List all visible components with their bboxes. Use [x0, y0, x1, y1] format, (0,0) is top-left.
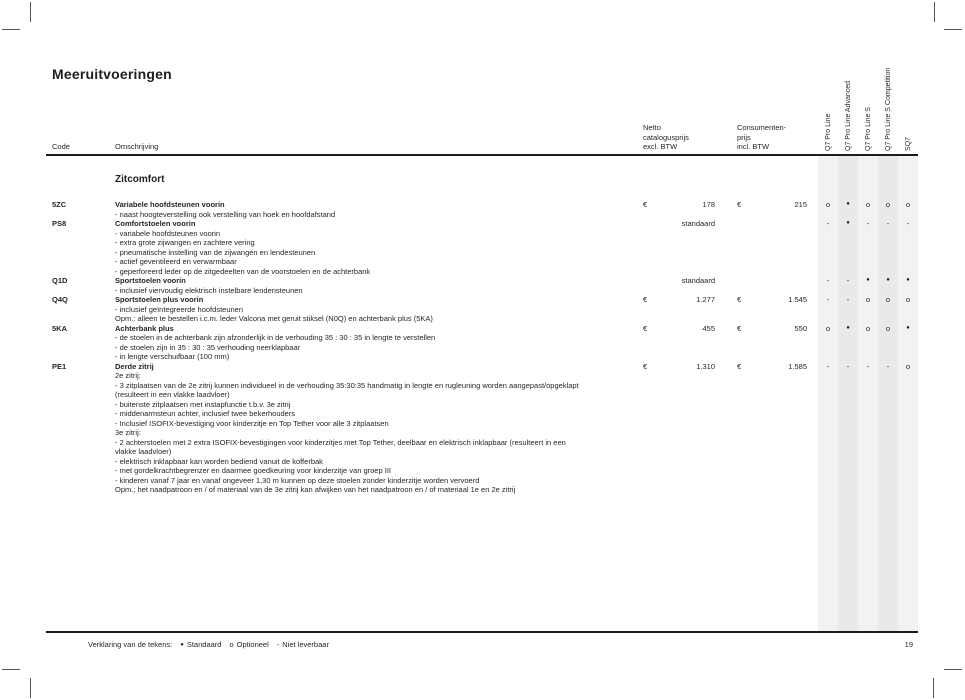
- column-header-model: Q7 Pro Line S Competition: [884, 67, 892, 151]
- option-detail-line: - middenarmsteun achter, inclusief twee bekerhouders: [115, 409, 296, 418]
- net-price-standard: [643, 276, 715, 286]
- page-title: Meeruitvoeringen: [52, 66, 172, 82]
- optional-circle-icon: o: [229, 640, 234, 649]
- standard-dot-icon: ●: [180, 642, 184, 648]
- availability-mark: o: [825, 323, 831, 333]
- legend-item-standard: [180, 640, 221, 650]
- net-price-amount: 1.277: [696, 295, 715, 304]
- column-header-net-price-line: excl. BTW: [643, 142, 678, 151]
- option-detail-line: - geperforeerd leder op de zitgedeelten van de voorstoelen en de achterbank: [115, 266, 371, 276]
- option-code: PE1: [52, 361, 67, 371]
- consumer-price-amount: 1.585: [788, 361, 807, 371]
- availability-marks: [818, 295, 918, 305]
- availability-mark: -: [826, 361, 830, 371]
- consumer-price: [737, 295, 807, 305]
- availability-mark: -: [866, 361, 870, 371]
- availability-mark: -: [846, 361, 850, 371]
- table-row: [0, 200, 965, 219]
- option-title: Sportstoelen plus voorin: [115, 295, 204, 304]
- page-number: 19: [904, 640, 913, 649]
- crop-mark: [30, 678, 31, 698]
- consumer-price: [737, 362, 807, 372]
- legend-item-text: Niet leverbaar: [282, 640, 329, 649]
- option-code: 5ZC: [52, 200, 67, 209]
- availability-marks: [818, 362, 918, 372]
- column-header-consumer-price-line: incl. BTW: [737, 142, 770, 151]
- option-detail-line: - kinderen vanaf 7 jaar en vanaf ongeveer 1,30 m kunnen op deze stoelen zonder kinderzitje worden vervoerd: [115, 475, 480, 485]
- option-detail-line: - inclusief geïntegreerde hoofdsteunen: [115, 304, 244, 314]
- section-title: Zitcomfort: [115, 174, 165, 185]
- availability-mark: ●: [846, 220, 850, 226]
- option-detail-line: vlakke laadvloer): [115, 447, 172, 456]
- option-title: Derde zitrij: [115, 361, 154, 371]
- option-detail-line: - buitenste zitplaatsen met instapfunctie t.b.v. 3e zitrij: [115, 399, 291, 409]
- consumer-price: [737, 200, 807, 210]
- option-title: Variabele hoofdsteunen voorin: [115, 200, 225, 209]
- column-header-consumer-price-line: prijs: [737, 132, 751, 142]
- option-detail-line: - inclusief viervoudig elektrisch instelbare lendensteunen: [115, 285, 303, 295]
- option-title: Comfortstoelen voorin: [115, 219, 196, 228]
- crop-mark: [944, 29, 962, 30]
- column-header-code: Code: [52, 142, 70, 151]
- legend-item-text: Standaard: [186, 640, 222, 649]
- option-code: 5KA: [52, 323, 68, 333]
- availability-mark: ●: [886, 277, 890, 283]
- availability-mark: o: [885, 295, 891, 304]
- option-detail-line: - elektrisch inklapbaar kan worden bediend vanuit de kofferbak: [115, 456, 323, 466]
- column-header-model: Q7 Pro Line: [824, 113, 832, 151]
- column-header-consumer-price: [737, 123, 786, 152]
- table-row: [0, 324, 965, 362]
- option-detail-line: - met gordelkrachtbegrenzer en daarmee goedkeuring voor kinderzitje van groep III: [115, 466, 391, 475]
- consumer-price-amount: 1.545: [788, 295, 807, 304]
- availability-mark: o: [905, 295, 911, 304]
- net-price: [643, 200, 715, 210]
- consumer-price: [737, 324, 807, 334]
- euro-sign: €: [643, 361, 648, 371]
- availability-marks: [818, 276, 918, 286]
- net-price-amount: 455: [702, 323, 715, 333]
- net-price-standard: [643, 219, 715, 229]
- availability-mark: ●: [866, 277, 870, 283]
- legend-item-text: Optioneel: [236, 640, 269, 649]
- availability-mark: ●: [906, 324, 910, 331]
- option-detail-line: - de stoelen zijn in 35 : 30 : 35 verhouding neerklapbaar: [115, 342, 301, 352]
- crop-mark: [933, 678, 934, 698]
- availability-mark: o: [865, 200, 871, 209]
- euro-sign: €: [737, 323, 742, 333]
- footer-rule: [46, 631, 918, 633]
- euro-sign: €: [737, 295, 742, 304]
- option-description: [115, 200, 640, 219]
- legend-item-not-available: [277, 640, 329, 650]
- net-price-amount: 178: [702, 200, 715, 209]
- euro-sign: €: [643, 200, 648, 209]
- option-detail-line: Opm.; het naadpatroon en / of materiaal van de 3e zitrij kan afwijken van het naadpatroon en / of materiaal 1e en 2e zitrij: [115, 485, 516, 494]
- option-code: Q1D: [52, 276, 68, 285]
- crop-mark: [944, 669, 962, 670]
- availability-mark: o: [865, 295, 871, 304]
- option-detail-line: 3e zitrij:: [115, 428, 141, 437]
- net-price: [643, 362, 715, 372]
- table-row: [0, 362, 965, 495]
- column-header-net-price-line: Netto: [643, 123, 661, 132]
- crop-mark: [2, 29, 20, 30]
- crop-mark: [934, 2, 935, 22]
- availability-mark: o: [885, 200, 891, 209]
- option-detail-line: - de stoelen in de achterbank zijn afzonderlijk in de verhouding 35 : 30 : 35 in lengte te verstellen: [115, 333, 436, 342]
- net-price: [643, 324, 715, 334]
- column-header-net-price: [643, 123, 689, 152]
- legend-label: Verklaring van de tekens:: [88, 640, 173, 649]
- legend-item-optional: [229, 640, 268, 650]
- net-price-amount: 1.310: [696, 361, 715, 371]
- availability-mark: -: [826, 276, 830, 285]
- column-header-model: Q7 Pro Line Advanced: [844, 80, 852, 151]
- availability-mark: -: [846, 295, 850, 304]
- header-rule: [46, 154, 918, 156]
- availability-mark: -: [906, 219, 910, 228]
- euro-sign: €: [643, 323, 648, 333]
- dash-icon: -: [276, 640, 280, 649]
- table-row: [0, 295, 965, 324]
- option-detail-line: - 3 zitplaatsen van de 2e zitrij kunnen individueel in de verhouding 35:30:35 handmatig in lengte en rugleuning worden aangepast/opgeklapt: [115, 380, 579, 390]
- availability-mark: o: [905, 200, 911, 209]
- availability-mark: -: [826, 219, 830, 228]
- table-row: [0, 219, 965, 276]
- option-detail-line: - naast hoogteverstelling ook verstelling van hoek en hoofdafstand: [115, 209, 336, 219]
- crop-mark: [30, 2, 31, 22]
- consumer-price-amount: 550: [794, 323, 807, 333]
- option-detail-line: - variabele hoofdsteunen voorin: [115, 228, 221, 238]
- column-header-description: Omschrijving: [115, 142, 159, 151]
- column-header-consumer-price-line: Consumenten-: [737, 123, 787, 132]
- table-row: [0, 276, 965, 295]
- availability-mark: -: [886, 361, 890, 371]
- column-header-model: Q7 Pro Line S: [864, 107, 872, 151]
- option-detail-line: - extra grote zijwangen en zachtere vering: [115, 238, 255, 247]
- availability-mark: -: [846, 276, 850, 285]
- option-title: Sportstoelen voorin: [115, 276, 186, 285]
- option-description: [115, 362, 640, 495]
- availability-mark: ●: [846, 324, 850, 331]
- options-table: [0, 200, 965, 495]
- option-detail-line: - actief geventileerd en verwarmbaar: [115, 257, 237, 266]
- availability-marks: [818, 219, 918, 229]
- net-price: [643, 295, 715, 305]
- option-description: [115, 276, 640, 295]
- option-detail-line: - in lengte verschuifbaar (100 mm): [115, 352, 230, 361]
- availability-mark: -: [826, 295, 830, 304]
- availability-mark: o: [865, 323, 871, 333]
- legend: [88, 640, 329, 650]
- euro-sign: €: [643, 295, 648, 304]
- availability-mark: ●: [906, 277, 910, 283]
- availability-mark: o: [905, 361, 911, 371]
- consumer-price-amount: 215: [794, 200, 807, 209]
- option-detail-line: 2e zitrij:: [115, 371, 141, 380]
- availability-mark: -: [866, 219, 870, 228]
- availability-mark: o: [885, 323, 891, 333]
- option-detail-line: (resulteert in een vlakke laadvloer): [115, 390, 230, 399]
- option-description: [115, 219, 640, 276]
- availability-mark: ●: [846, 201, 850, 207]
- option-description: [115, 324, 640, 362]
- euro-sign: €: [737, 361, 742, 371]
- option-detail-line: Opm.: alleen te bestellen i.c.m. leder Valcona met geruit stiksel (N0Q) en achterbank plus (5KA): [115, 314, 433, 323]
- euro-sign: €: [737, 200, 742, 209]
- availability-marks: [818, 324, 918, 334]
- option-title: Achterbank plus: [115, 323, 174, 333]
- column-header-net-price-line: catalogusprijs: [643, 132, 689, 142]
- availability-marks: [818, 200, 918, 210]
- net-price-standard-text: standaard: [681, 276, 715, 285]
- availability-mark: o: [825, 200, 831, 209]
- column-header-model: SQ7: [904, 136, 912, 151]
- option-code: PS8: [52, 219, 67, 228]
- option-detail-line: - pneumatische instelling van de zijwangen en lendesteunen: [115, 247, 316, 257]
- option-detail-line: - 2 achterstoelen met 2 extra ISOFIX-bevestigingen voor kinderzitjes met Top Tether, deelbaar en elektrisch inklapbaar (resulteert in een: [115, 437, 566, 447]
- availability-mark: -: [886, 219, 890, 228]
- net-price-standard-text: standaard: [681, 219, 715, 228]
- option-description: [115, 295, 640, 324]
- option-code: Q4Q: [52, 295, 68, 304]
- crop-mark: [2, 669, 20, 670]
- option-detail-line: - Inclusief ISOFIX-bevestiging voor kinderzitje en Top Tether voor alle 3 zitplaatsen: [115, 418, 389, 428]
